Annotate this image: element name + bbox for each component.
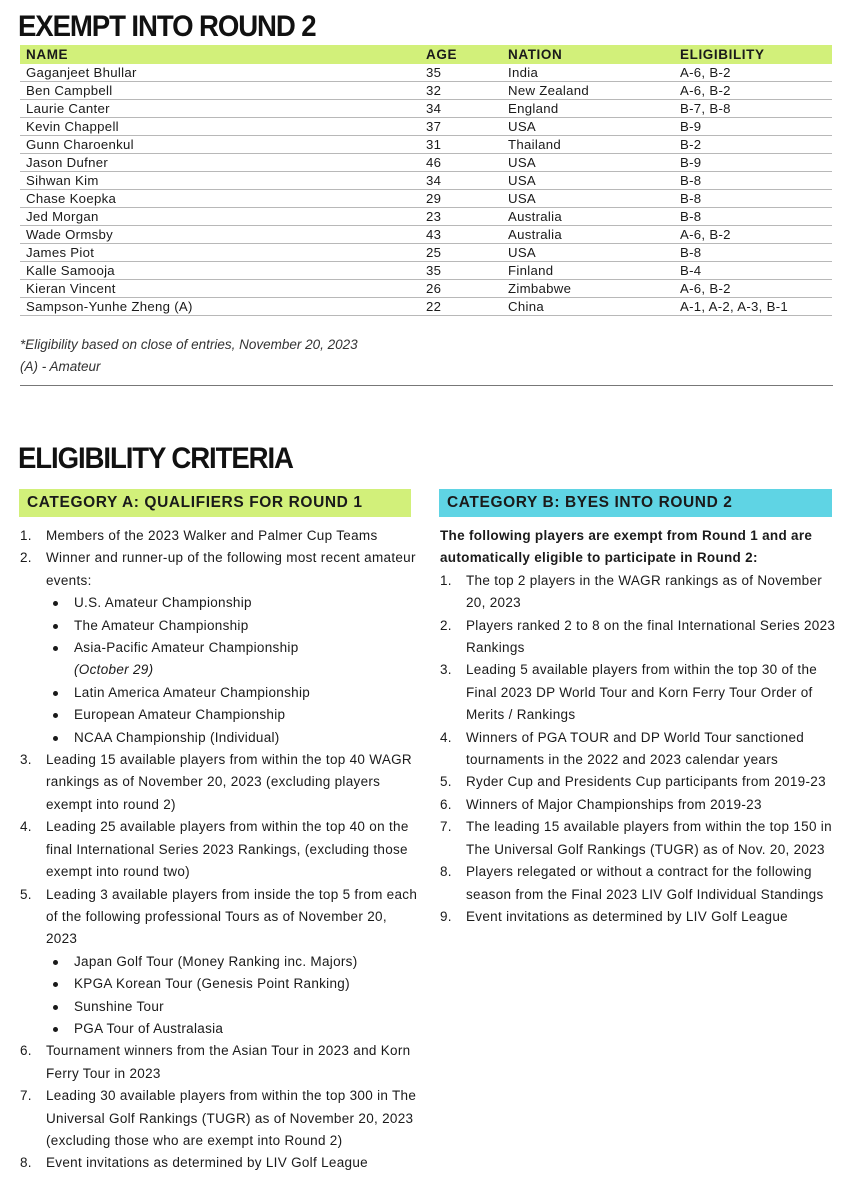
item-text: Leading 5 available players from within the top 30 of the Final 2023 DP World Tour and Korn Ferry Tour Order of Merits / Rankings — [466, 662, 818, 723]
cell-name: Laurie Canter — [20, 100, 420, 118]
cell-eligibility: B-8 — [674, 190, 832, 208]
cell-age: 43 — [420, 226, 502, 244]
item-number: 3. — [440, 662, 452, 678]
sub-item-text: European Amateur Championship — [74, 707, 286, 723]
cell-nation: Australia — [502, 226, 674, 244]
criteria-item — [440, 861, 840, 906]
category-b-list — [440, 570, 840, 929]
item-text: Leading 15 available players from within the top 40 WAGR rankings as of November 20, 2023 (excluding players exempt into round 2) — [46, 752, 412, 812]
sub-item-text: Sunshine Tour — [74, 998, 164, 1014]
item-number: 9. — [440, 908, 452, 924]
cell-age: 22 — [420, 298, 502, 316]
sub-item — [46, 592, 420, 614]
criteria-item — [440, 615, 840, 660]
item-number: 7. — [440, 819, 452, 835]
category-b-column — [440, 525, 840, 928]
item-number: 5. — [440, 774, 452, 790]
cell-name: James Piot — [20, 244, 420, 262]
cell-eligibility: B-9 — [674, 154, 832, 172]
table-row — [20, 262, 832, 280]
cell-eligibility: A-6, B-2 — [674, 64, 832, 82]
category-b-header: CATEGORY B: BYES INTO ROUND 2 — [439, 489, 832, 517]
cell-eligibility: A-6, B-2 — [674, 82, 832, 100]
column-header-eligibility: ELIGIBILITY — [674, 45, 832, 64]
sub-item-text: The Amateur Championship — [74, 617, 249, 633]
item-text: Leading 30 available players from within the top 300 in The Universal Golf Rankings (TUGR) as of November 20, 2023 (excluding those who are exempt into Round 2) — [46, 1088, 417, 1148]
item-number: 4. — [440, 729, 452, 745]
sub-item-note: (October 29) — [74, 662, 154, 678]
sub-list — [46, 951, 420, 1041]
item-text: The top 2 players in the WAGR rankings as of November 20, 2023 — [466, 572, 823, 611]
item-number: 1. — [20, 528, 32, 543]
cell-age: 35 — [420, 262, 502, 280]
criteria-item — [20, 816, 420, 883]
criteria-item — [20, 525, 420, 547]
sub-item-text: NCAA Championship (Individual) — [74, 729, 280, 745]
item-number: 4. — [20, 819, 32, 835]
cell-name: Ben Campbell — [20, 82, 420, 100]
item-number: 2. — [20, 550, 32, 566]
sub-item — [46, 727, 420, 749]
table-row — [20, 136, 832, 154]
item-text: Winner and runner-up of the following most recent amateur events: — [46, 550, 416, 588]
sub-item — [46, 996, 420, 1018]
item-text: The leading 15 available players from within the top 150 in The Universal Golf Rankings (TUGR) as of Nov. 20, 2023 — [466, 819, 832, 857]
cell-eligibility: B-8 — [674, 208, 832, 226]
category-a-list — [20, 525, 420, 1175]
item-number: 3. — [20, 752, 32, 768]
item-text: Winners of Major Championships from 2019-23 — [466, 796, 762, 812]
table-row — [20, 244, 832, 262]
cell-eligibility: B-8 — [674, 172, 832, 190]
item-number: 8. — [20, 1155, 32, 1171]
cell-nation: Thailand — [502, 136, 674, 154]
sub-item-text: PGA Tour of Australasia — [74, 1020, 224, 1036]
table-row — [20, 100, 832, 118]
cell-eligibility: B-7, B-8 — [674, 100, 832, 118]
sub-item — [46, 1018, 420, 1040]
item-number: 5. — [20, 886, 32, 902]
cell-nation: USA — [502, 190, 674, 208]
cell-name: Jason Dufner — [20, 154, 420, 172]
cell-name: Kalle Samooja — [20, 262, 420, 280]
section-divider — [20, 385, 833, 386]
table-row — [20, 118, 832, 136]
cell-eligibility: B-8 — [674, 244, 832, 262]
sub-item — [46, 973, 420, 995]
cell-name: Wade Ormsby — [20, 226, 420, 244]
cell-eligibility: A-6, B-2 — [674, 280, 832, 298]
item-text: Leading 3 available players from inside the top 5 from each of the following professional Tours as of November 20, 2023 — [46, 886, 418, 947]
item-number: 1. — [440, 572, 452, 588]
item-number: 6. — [440, 796, 452, 812]
table-row — [20, 82, 832, 100]
cell-nation: India — [502, 64, 674, 82]
criteria-item — [440, 727, 840, 772]
item-text: Winners of PGA TOUR and DP World Tour sanctioned tournaments in the 2022 and 2023 calendar years — [466, 729, 805, 768]
cell-nation: Zimbabwe — [502, 280, 674, 298]
exempt-table — [20, 45, 832, 316]
sub-item — [46, 951, 420, 973]
cell-eligibility: A-6, B-2 — [674, 226, 832, 244]
cell-nation: USA — [502, 154, 674, 172]
column-header-nation: NATION — [502, 45, 674, 64]
criteria-item — [440, 570, 840, 615]
cell-age: 26 — [420, 280, 502, 298]
table-row — [20, 226, 832, 244]
cell-nation: China — [502, 298, 674, 316]
cell-nation: New Zealand — [502, 82, 674, 100]
sub-item — [46, 637, 420, 682]
cell-eligibility: B-4 — [674, 262, 832, 280]
cell-nation: Australia — [502, 208, 674, 226]
cell-name: Gaganjeet Bhullar — [20, 64, 420, 82]
table-row — [20, 64, 832, 82]
cell-nation: USA — [502, 118, 674, 136]
sub-item-text: Japan Golf Tour (Money Ranking inc. Majors) — [74, 953, 358, 969]
cell-age: 29 — [420, 190, 502, 208]
item-number: 8. — [440, 864, 452, 880]
sub-item — [46, 704, 420, 726]
cell-name: Gunn Charoenkul — [20, 136, 420, 154]
amateur-note: (A) - Amateur — [20, 359, 101, 374]
cell-name: Kevin Chappell — [20, 118, 420, 136]
item-text: Players ranked 2 to 8 on the final International Series 2023 Rankings — [466, 617, 836, 656]
exempt-table-body — [20, 64, 832, 316]
cell-nation: USA — [502, 172, 674, 190]
criteria-item — [20, 749, 420, 816]
criteria-title: ELIGIBILITY CRITERIA — [18, 442, 293, 475]
cell-age: 37 — [420, 118, 502, 136]
table-row — [20, 172, 832, 190]
criteria-item — [440, 906, 840, 928]
item-text: Members of the 2023 Walker and Palmer Cup Teams — [46, 528, 378, 543]
item-number: 6. — [20, 1043, 32, 1059]
cell-eligibility: B-2 — [674, 136, 832, 154]
category-a-header: CATEGORY A: QUALIFIERS FOR ROUND 1 — [19, 489, 411, 517]
cell-age: 23 — [420, 208, 502, 226]
criteria-item — [440, 659, 840, 726]
table-row — [20, 298, 832, 316]
cell-name: Kieran Vincent — [20, 280, 420, 298]
cell-age: 35 — [420, 64, 502, 82]
cell-name: Sihwan Kim — [20, 172, 420, 190]
table-row — [20, 154, 832, 172]
sub-item-text: Asia-Pacific Amateur Championship — [74, 640, 299, 656]
sub-list — [46, 592, 420, 749]
cell-age: 32 — [420, 82, 502, 100]
item-text: Players relegated or without a contract for the following season from the Final 2023 LIV Golf Individual Standings — [466, 864, 824, 902]
cell-nation: USA — [502, 244, 674, 262]
eligibility-note: *Eligibility based on close of entries, November 20, 2023 — [20, 337, 358, 352]
item-number: 7. — [20, 1088, 32, 1104]
item-text: Event invitations as determined by LIV Golf League — [466, 908, 788, 924]
category-a-column — [20, 525, 420, 1175]
table-row — [20, 280, 832, 298]
exempt-title: EXEMPT INTO ROUND 2 — [18, 10, 316, 43]
category-b-intro: The following players are exempt from Round 1 and are automatically eligible to participate in Round 2: — [440, 528, 813, 566]
cell-age: 34 — [420, 172, 502, 190]
criteria-item — [20, 1085, 420, 1152]
criteria-item — [440, 771, 840, 793]
item-text: Leading 25 available players from within the top 40 on the final International Series 2023 Rankings, (excluding those exempt into round two) — [46, 819, 409, 880]
criteria-item — [20, 1040, 420, 1085]
cell-name: Sampson-Yunhe Zheng (A) — [20, 298, 420, 316]
cell-nation: England — [502, 100, 674, 118]
cell-age: 25 — [420, 244, 502, 262]
criteria-item — [20, 547, 420, 749]
sub-item-text: KPGA Korean Tour (Genesis Point Ranking) — [74, 976, 350, 992]
criteria-item — [440, 794, 840, 816]
cell-name: Jed Morgan — [20, 208, 420, 226]
column-header-age: AGE — [420, 45, 502, 64]
cell-age: 34 — [420, 100, 502, 118]
sub-item-text: Latin America Amateur Championship — [74, 684, 311, 700]
table-row — [20, 208, 832, 226]
item-text: Event invitations as determined by LIV Golf League — [46, 1155, 368, 1171]
item-number: 2. — [440, 617, 452, 633]
criteria-item — [440, 816, 840, 861]
criteria-item — [20, 1152, 420, 1174]
table-notes — [20, 334, 358, 378]
cell-nation: Finland — [502, 262, 674, 280]
table-row — [20, 190, 832, 208]
cell-age: 31 — [420, 136, 502, 154]
sub-item-text: U.S. Amateur Championship — [74, 595, 252, 611]
table-header-row — [20, 45, 832, 64]
cell-name: Chase Koepka — [20, 190, 420, 208]
sub-item — [46, 682, 420, 704]
item-text: Tournament winners from the Asian Tour in 2023 and Korn Ferry Tour in 2023 — [46, 1043, 411, 1081]
item-text: Ryder Cup and Presidents Cup participants from 2019-23 — [466, 774, 826, 790]
sub-item — [46, 615, 420, 637]
cell-eligibility: B-9 — [674, 118, 832, 136]
cell-age: 46 — [420, 154, 502, 172]
cell-eligibility: A-1, A-2, A-3, B-1 — [674, 298, 832, 316]
column-header-name: NAME — [20, 45, 420, 64]
criteria-item — [20, 884, 420, 1041]
